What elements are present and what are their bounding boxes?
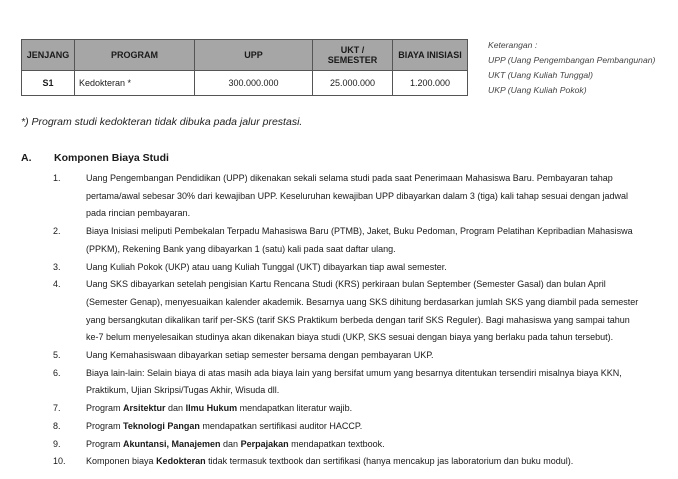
item-text: Program	[86, 420, 124, 431]
header-upp: UPP	[195, 40, 313, 71]
fee-table	[21, 39, 468, 96]
cell-ukt: 25.000.000	[313, 71, 393, 96]
program-name: Akuntansi, Manajemen	[123, 438, 221, 449]
list-item	[53, 436, 673, 454]
item-line: (Semester Genap), menyesuaikan kalender akademik. Besarnya uang SKS dihitung berdasarkan jumlah SKS yang diambil pada semester	[86, 296, 639, 307]
item-line: yang bersangkutan dikalikan tarif per-SKS (tarif SKS Praktikum berbeda dengan tarif SKS Reguler). Bagi mahasiswa yang sampai tahun	[86, 314, 630, 325]
list-item	[53, 453, 673, 471]
item-line: pertama/awal sebesar 30% dari kewajiban UPP. Keseluruhan kewajiban UPP dibayarkan dalam 3 (tiga) kali tahap sesuai dengan jadwal	[86, 190, 628, 201]
item-line	[86, 436, 673, 454]
header-biaya-inisiasi: BIAYA INISIASI	[393, 40, 468, 71]
item-text: Program	[86, 403, 124, 414]
program-name: Perpajakan	[240, 438, 289, 449]
header-program: PROGRAM	[75, 40, 195, 71]
list-item	[53, 400, 673, 418]
item-number: 10.	[53, 456, 66, 467]
list-item	[53, 276, 673, 347]
section-title: Komponen Biaya Studi	[54, 152, 169, 164]
table-row	[22, 71, 468, 96]
header-ukt: UKT / SEMESTER	[313, 40, 393, 71]
legend-line: UKT (Uang Kuliah Tunggal)	[488, 70, 593, 80]
item-number: 5.	[53, 350, 61, 361]
item-line: Biaya lain-lain: Selain biaya di atas masih ada biaya lain yang bersifat umum yang besarnya ditentukan tersendiri misalnya biaya KKN,	[86, 367, 622, 378]
legend-line: UPP (Uang Pengembangan Pembangunan)	[488, 55, 656, 65]
list-item	[53, 170, 673, 223]
item-line: Uang Kemahasiswaan dibayarkan setiap semester bersama dengan pembayaran UKP.	[86, 350, 434, 361]
item-line: (PPKM), Rekening Bank yang dibayarkan 1 (satu) kali pada saat daftar ulang.	[86, 243, 396, 254]
program-name: Ilmu Hukum	[185, 403, 238, 414]
item-text: tidak termasuk textbook dan sertifikasi (hanya mencakup jas laboratorium dan buku modul).	[205, 456, 574, 467]
item-number: 6.	[53, 367, 61, 378]
list-item	[53, 418, 673, 436]
item-number: 3.	[53, 261, 61, 272]
cell-jenjang: S1	[22, 71, 75, 96]
list-item	[53, 223, 673, 258]
item-text: Komponen biaya	[86, 456, 157, 467]
legend-line: UKP (Uang Kuliah Pokok)	[488, 85, 587, 95]
cell-upp: 300.000.000	[195, 71, 313, 96]
item-line	[86, 400, 673, 418]
item-line: ke-7 belum menyelesaikan studinya akan dikenakan biaya studi (UKP, SKS sesuai dengan biaya yang berlaku pada tahun tersebut).	[86, 332, 614, 343]
item-line: Uang Kuliah Pokok (UKP) atau uang Kuliah Tunggal (UKT) dibayarkan tiap awal semester.	[86, 261, 447, 272]
item-text: dan	[220, 438, 241, 449]
list-item	[53, 259, 673, 277]
item-text: Program	[86, 438, 124, 449]
legend	[488, 38, 655, 98]
footnote: *) Program studi kedokteran tidak dibuka pada jalur prestasi.	[21, 116, 303, 128]
program-name: Teknologi Pangan	[123, 420, 200, 431]
item-text: mendapatkan literatur wajib.	[237, 403, 353, 414]
item-number: 1.	[53, 173, 61, 183]
item-number: 2.	[53, 226, 61, 237]
item-text: dan	[165, 403, 186, 414]
item-line: Uang SKS dibayarkan setelah pengisian Kartu Rencana Studi (KRS) perkiraan bulan September (Semester Gasal) dan bulan April	[86, 279, 606, 290]
item-line: Praktikum, Ujian Skripsi/Tugas Akhir, Wisuda dll.	[86, 385, 280, 396]
item-number: 7.	[53, 403, 61, 414]
item-number: 9.	[53, 438, 61, 449]
item-list	[53, 170, 673, 471]
legend-title: Keterangan :	[488, 40, 538, 50]
program-name: Arsitektur	[123, 403, 166, 414]
list-item	[53, 347, 673, 365]
list-item	[53, 365, 673, 400]
cell-inisiasi: 1.200.000	[393, 71, 468, 96]
item-line: Uang Pengembangan Pendidikan (UPP) dikenakan sekali selama studi pada saat Penerimaan Mahasiswa Baru. Pembayaran tahap	[86, 173, 613, 183]
item-line: Biaya Inisiasi meliputi Pembekalan Terpadu Mahasiswa Baru (PTMB), Jaket, Buku Pedoman, Program Pelatihan Kepribadian Mahasiswa	[86, 226, 633, 237]
item-line: pada rincian pembayaran.	[86, 208, 191, 219]
cell-program: Kedokteran *	[75, 71, 195, 96]
item-line	[86, 453, 673, 471]
item-number: 8.	[53, 420, 61, 431]
item-line	[86, 418, 673, 436]
section-letter: A.	[21, 152, 32, 164]
item-number: 4.	[53, 279, 61, 290]
table-header-row	[22, 40, 468, 71]
header-jenjang: JENJANG	[22, 40, 75, 71]
item-text: mendapatkan sertifikasi auditor HACCP.	[199, 420, 363, 431]
program-name: Kedokteran	[156, 456, 206, 467]
item-text: mendapatkan textbook.	[288, 438, 385, 449]
